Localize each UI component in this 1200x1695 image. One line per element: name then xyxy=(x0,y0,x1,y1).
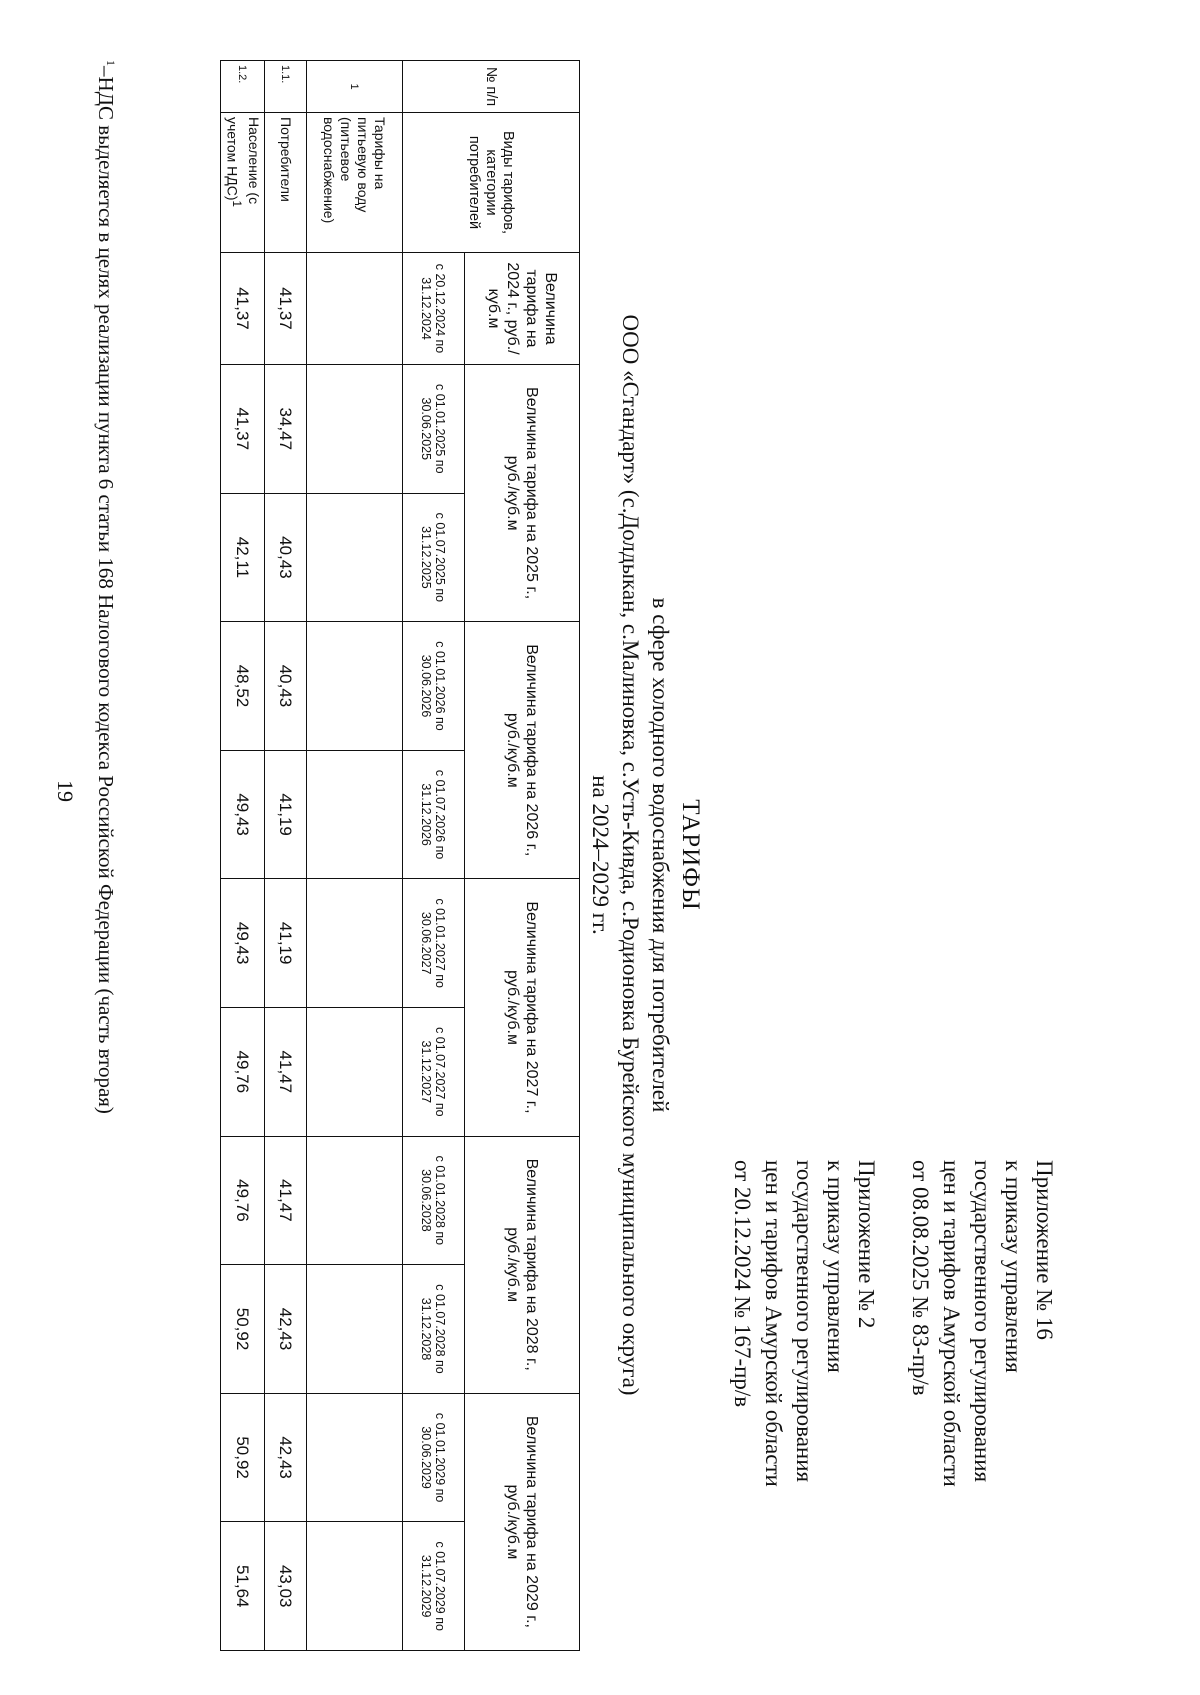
document-title: ТАРИФЫ xyxy=(677,799,704,911)
column-header-2026: Величина тарифа на 2026 г., руб./куб.м xyxy=(465,622,580,879)
tariff-cell xyxy=(307,1393,403,1522)
period-header: с 01.01.2026 по 30.06.2026 xyxy=(403,622,465,751)
column-header-type: Виды тарифов, категории потребителей xyxy=(403,113,580,253)
tariff-cell: 50,92 xyxy=(221,1265,265,1394)
tariff-cell: 41,47 xyxy=(265,1136,307,1265)
footnote-marker: 1 xyxy=(104,60,118,66)
tariff-cell: 41,37 xyxy=(265,253,307,365)
footnote xyxy=(93,60,118,1114)
tariff-cell: 41,19 xyxy=(265,879,307,1008)
tariff-cell: 49,43 xyxy=(221,879,265,1008)
row-number: 1.2. xyxy=(221,61,265,113)
column-header-2028: Величина тарифа на 2028 г., руб./куб.м xyxy=(465,1136,580,1393)
appendix-1-line-3: государственного регулирования xyxy=(970,1160,995,1483)
tariff-cell: 40,43 xyxy=(265,493,307,622)
tariff-cell: 41,47 xyxy=(265,1008,307,1137)
tariff-table xyxy=(220,60,580,1651)
tariff-cell: 43,03 xyxy=(265,1522,307,1651)
tariff-cell: 34,47 xyxy=(265,365,307,494)
tariff-cell: 51,64 xyxy=(221,1522,265,1651)
table-header-row-1 xyxy=(465,61,580,1651)
tariff-cell xyxy=(307,1265,403,1394)
tariff-cell: 49,76 xyxy=(221,1008,265,1137)
document-title-block xyxy=(585,60,705,1650)
appendix-block-1 xyxy=(905,1160,1060,1630)
tariff-cell xyxy=(307,365,403,494)
appendix-1-line-5: от 08.08.2025 № 83-пр/в xyxy=(908,1160,933,1396)
footnote-reference: 1 xyxy=(229,200,243,208)
document-period: на 2024–2029 гг. xyxy=(588,775,613,935)
tariff-cell xyxy=(307,493,403,622)
table-header-row-2 xyxy=(403,61,465,1651)
appendix-1-line-4: цен и тарифов Амурской области xyxy=(939,1160,964,1487)
tariff-cell: 50,92 xyxy=(221,1393,265,1522)
period-header: с 01.07.2028 по 31.12.2028 xyxy=(403,1265,465,1394)
document-subtitle: в сфере холодного водоснабжения для потребителей xyxy=(648,597,673,1113)
tariff-cell xyxy=(307,1008,403,1137)
document-organization: ООО «Стандарт» (с.Долдыкан, с.Малиновка, с.Усть-Кивда, с.Родионовка Бурейского муниципального округа) xyxy=(618,314,643,1396)
landscape-content xyxy=(94,60,1060,1650)
table-row xyxy=(307,61,403,1651)
footnote-text: –НДС выделяется в целях реализации пункта 6 статьи 168 Налогового кодекса Российской Федерации (часть вторая) xyxy=(94,66,118,1114)
tariff-cell: 41,19 xyxy=(265,750,307,879)
tariff-cell xyxy=(307,253,403,365)
table-row xyxy=(265,61,307,1651)
tariff-cell: 42,11 xyxy=(221,493,265,622)
row-label-cell xyxy=(221,113,265,253)
appendix-block-2 xyxy=(727,1160,882,1630)
column-header-number: № п/п xyxy=(403,61,580,113)
appendix-2-line-1: Приложение № 2 xyxy=(854,1160,879,1329)
column-header-2025: Величина тарифа на 2025 г., руб./куб.м xyxy=(465,365,580,622)
period-header: с 01.07.2027 по 31.12.2027 xyxy=(403,1008,465,1137)
appendix-1-line-1: Приложение № 16 xyxy=(1032,1160,1057,1340)
period-header: с 01.01.2025 по 30.06.2025 xyxy=(403,365,465,494)
row-number: 1.1. xyxy=(265,61,307,113)
row-number: 1 xyxy=(307,61,403,113)
period-header: с 01.01.2028 по 30.06.2028 xyxy=(403,1136,465,1265)
tariff-cell xyxy=(307,879,403,1008)
tariff-cell xyxy=(307,1522,403,1651)
page-number: 19 xyxy=(53,780,78,802)
tariff-cell: 40,43 xyxy=(265,622,307,751)
period-header: с 01.07.2025 по 31.12.2025 xyxy=(403,493,465,622)
period-header: с 01.01.2027 по 30.06.2027 xyxy=(403,879,465,1008)
tariff-cell: 41,37 xyxy=(221,365,265,494)
appendix-2-line-5: от 20.12.2024 № 167-пр/в xyxy=(730,1160,755,1408)
row-label: Тарифы на питьевую воду (питьевое водоснабжение) xyxy=(307,113,403,253)
tariff-cell: 42,43 xyxy=(265,1393,307,1522)
tariff-cell: 49,43 xyxy=(221,750,265,879)
period-header: с 01.01.2029 по 30.06.2029 xyxy=(403,1393,465,1522)
period-header: с 20.12.2024 по 31.12.2024 xyxy=(403,253,465,365)
tariff-cell xyxy=(307,622,403,751)
appendix-2-line-2: к приказу управления xyxy=(823,1160,848,1373)
tariff-cell: 42,43 xyxy=(265,1265,307,1394)
table-row xyxy=(221,61,265,1651)
tariff-cell xyxy=(307,750,403,879)
appendix-2-line-3: государственного регулирования xyxy=(792,1160,817,1483)
row-label: Потребители xyxy=(265,113,307,253)
appendix-1-line-2: к приказу управления xyxy=(1001,1160,1026,1373)
period-header: с 01.07.2026 по 31.12.2026 xyxy=(403,750,465,879)
column-header-2027: Величина тарифа на 2027 г., руб./куб.м xyxy=(465,879,580,1136)
tariff-cell: 49,76 xyxy=(221,1136,265,1265)
tariff-cell: 41,37 xyxy=(221,253,265,365)
tariff-cell xyxy=(307,1136,403,1265)
appendix-2-line-4: цен и тарифов Амурской области xyxy=(761,1160,786,1487)
period-header: с 01.07.2029 по 31.12.2029 xyxy=(403,1522,465,1651)
column-header-2029: Величина тарифа на 2029 г., руб./куб.м xyxy=(465,1393,580,1650)
row-label: Население (с учетом НДС) xyxy=(224,117,262,205)
tariff-cell: 48,52 xyxy=(221,622,265,751)
column-header-2024: Величина тарифа на 2024 г., руб./куб.м xyxy=(465,253,580,365)
